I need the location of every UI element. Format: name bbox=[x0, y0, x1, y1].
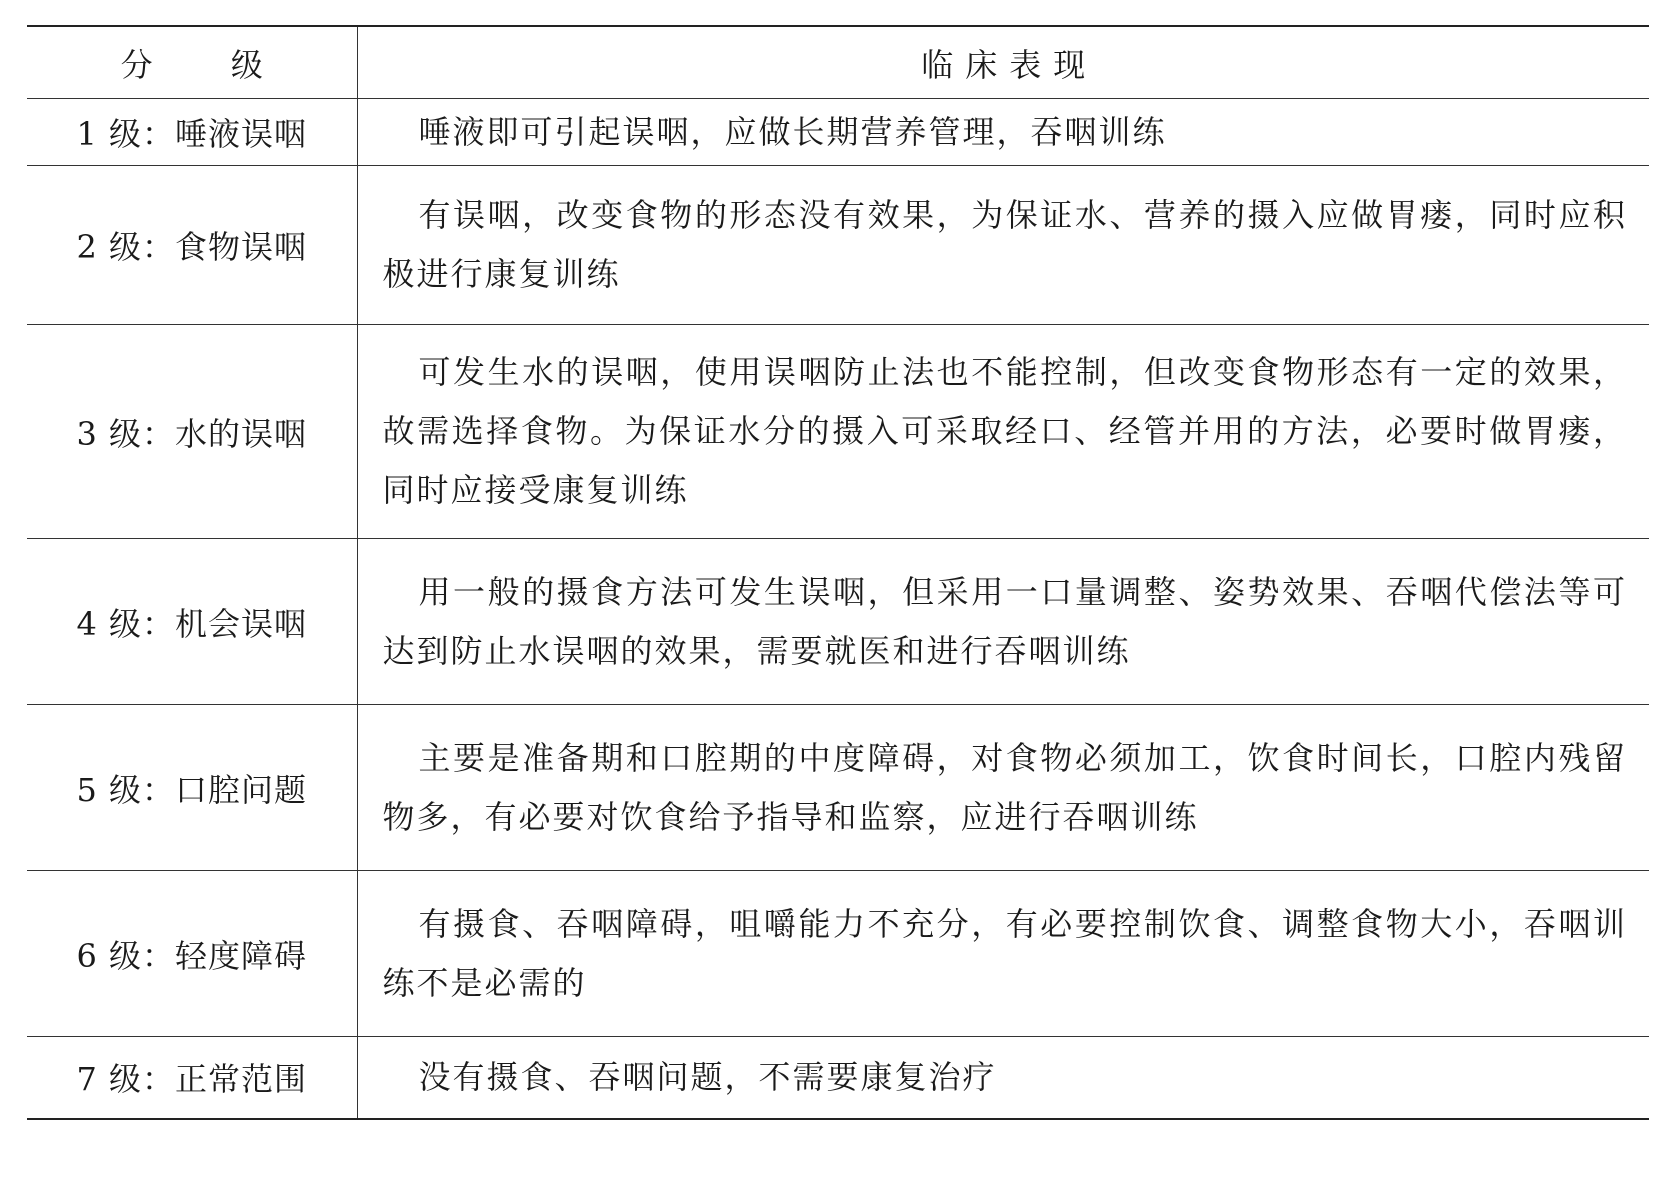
table-header bbox=[27, 26, 1649, 99]
description-text: 主要是准备期和口腔期的中度障碍，对食物必须加工，饮食时间长，口腔内残留物多，有必要对饮食给予指导和监察，应进行吞咽训练 bbox=[382, 738, 1627, 836]
table-row bbox=[27, 166, 1649, 325]
table-row bbox=[27, 99, 1649, 166]
description-cell bbox=[357, 705, 1649, 871]
header-row bbox=[27, 26, 1649, 99]
description-text: 用一般的摄食方法可发生误咽，但采用一口量调整、姿势效果、吞咽代偿法等可达到防止水误咽的效果，需要就医和进行吞咽训练 bbox=[382, 572, 1627, 670]
table-row bbox=[27, 325, 1649, 539]
table-row bbox=[27, 539, 1649, 705]
level-cell: 5 级：口腔问题 bbox=[27, 705, 357, 871]
description-cell bbox=[357, 1037, 1649, 1119]
level-cell: 6 级：轻度障碍 bbox=[27, 871, 357, 1037]
description-text: 有误咽，改变食物的形态没有效果，为保证水、营养的摄入应做胃瘘，同时应积极进行康复训练 bbox=[382, 196, 1627, 293]
header-level-text: 分 级 bbox=[120, 45, 297, 84]
level-cell: 4 级：机会误咽 bbox=[27, 539, 357, 705]
level-cell: 7 级：正常范围 bbox=[27, 1037, 357, 1119]
table-row bbox=[27, 1037, 1649, 1119]
table-row bbox=[27, 705, 1649, 871]
header-clinical bbox=[357, 26, 1649, 99]
description-cell bbox=[357, 166, 1649, 325]
description-cell bbox=[357, 325, 1649, 539]
description-text: 可发生水的误咽，使用误咽防止法也不能控制，但改变食物形态有一定的效果，故需选择食物。为保证水分的摄入可采取经口、经管并用的方法，必要时做胃瘘，同时应接受康复训练 bbox=[382, 353, 1627, 509]
header-clinical-text: 临床表现 bbox=[921, 45, 1098, 84]
header-level bbox=[27, 26, 357, 99]
dysphagia-grading-table bbox=[27, 25, 1649, 1120]
description-cell bbox=[357, 871, 1649, 1037]
level-cell: 3 级：水的误咽 bbox=[27, 325, 357, 539]
description-text: 没有摄食、吞咽问题，不需要康复治疗 bbox=[418, 1057, 997, 1096]
level-cell: 1 级：唾液误咽 bbox=[27, 99, 357, 166]
description-text: 有摄食、吞咽障碍，咀嚼能力不充分，有必要控制饮食、调整食物大小，吞咽训练不是必需的 bbox=[382, 904, 1627, 1002]
description-text: 唾液即可引起误咽，应做长期营养管理，吞咽训练 bbox=[418, 112, 1167, 151]
level-cell: 2 级：食物误咽 bbox=[27, 166, 357, 325]
table-body bbox=[27, 99, 1649, 1119]
description-cell bbox=[357, 539, 1649, 705]
table-row bbox=[27, 871, 1649, 1037]
description-cell bbox=[357, 99, 1649, 166]
